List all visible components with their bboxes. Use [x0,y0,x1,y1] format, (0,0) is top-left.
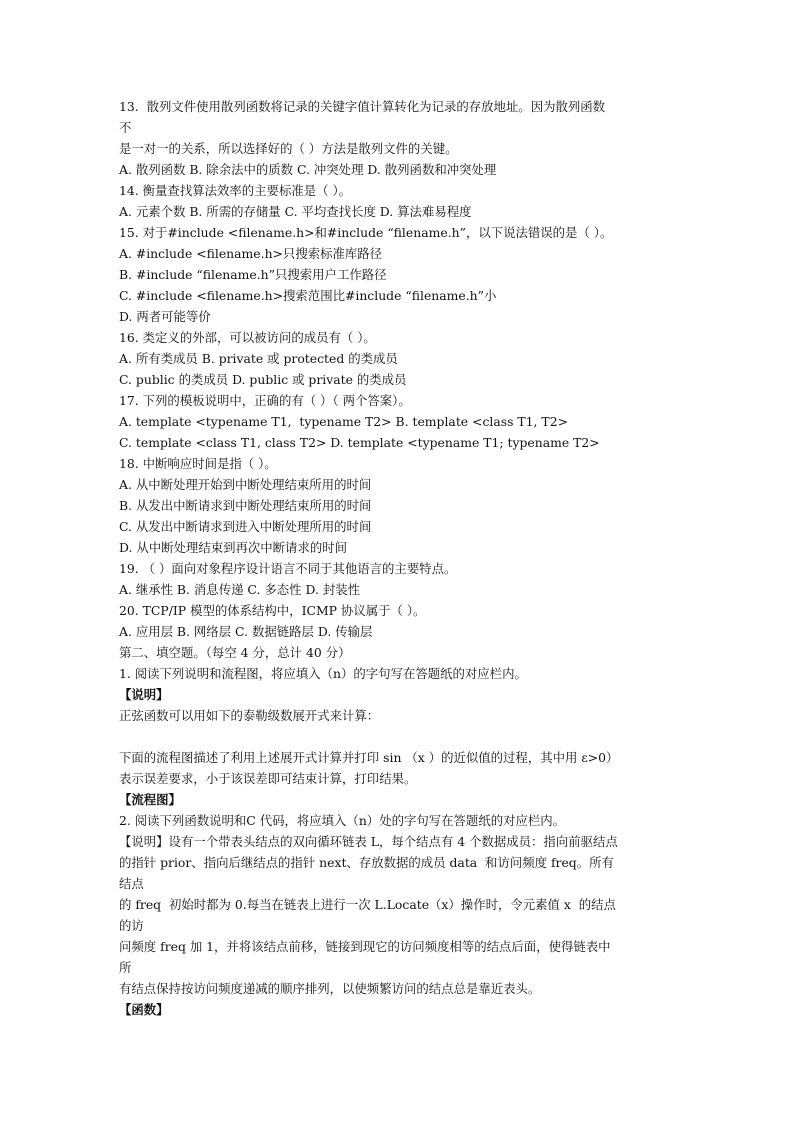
fill-in-2-explanation-line-6: 问频度 freq 加 1，并将该结点前移，链接到现它的访问频度相等的结点后面，使得链表中 [119,939,611,954]
question-14-stem: 14. 衡量查找算法效率的主要标准是（ ）。 [119,183,352,198]
question-20-stem: 20. TCP/IP 模型的体系结构中，ICMP 协议属于（ ）。 [119,603,426,618]
question-18-option-c: C. 从发出中断请求到进入中断处理所用的时间 [119,519,372,534]
question-18-option-a: A. 从中断处理开始到中断处理结束所用的时间 [119,477,372,492]
question-13-options: A. 散列函数 B. 除余法中的质数 C. 冲突处理 D. 散列函数和冲突处理 [119,162,497,177]
fill-in-1-flowchart-heading: 【流程图】 [119,792,181,807]
question-17-options-cd: C. template <class T1, class T2> D. template <typename T1; typename T2> [119,435,600,450]
fill-in-2-instruction: 2. 阅读下列函数说明和C 代码，将应填入（n）处的字句写在答题纸的对应栏内。 [119,813,566,828]
question-15-option-a: A. #include <filename.h>只搜索标准库路径 [119,246,383,261]
question-18-stem: 18. 中断响应时间是指（ ）。 [119,456,277,471]
fill-in-2-explanation-line-7: 所 [119,960,132,975]
fill-in-1-explanation-heading: 【说明】 [119,687,169,702]
question-13-stem-line-1: 13. 散列文件使用散列函数将记录的关键字值计算转化为记录的存放地址。因为散列函数 [119,99,606,114]
question-15-stem: 15. 对于#include <filename.h>和#include “filename.h”，以下说法错误的是（ ）。 [119,225,613,240]
fill-in-2-function-heading: 【函数】 [119,1002,169,1017]
fill-in-2-explanation-line-8: 有结点保持按访问频度递减的顺序排列，以使频繁访问的结点总是靠近表头。 [119,981,541,996]
question-15-option-d: D. 两者可能等价 [119,309,211,324]
fill-in-1-explanation-text: 正弦函数可以用如下的泰勒级数展开式来计算： [119,708,380,723]
fill-in-2-explanation-line-3: 结点 [119,876,144,891]
question-13-stem-line-3: 是一对一的关系，所以选择好的（ ）方法是散列文件的关键。 [119,141,458,156]
fill-in-2-explanation-line-4: 的 freq 初始时都为 0.每当在链表上进行一次 L.Locate（x）操作时，令元素值 x 的结点 [119,897,616,912]
question-14-options: A. 元素个数 B. 所需的存储量 C. 平均查找长度 D. 算法难易程度 [119,204,472,219]
question-16-options-cd: C. public 的类成员 D. public 或 private 的类成员 [119,372,407,387]
question-17-options-ab: A. template <typename T1, typename T2> B. template <class T1, T2> [119,414,568,429]
question-19-options: A. 继承性 B. 消息传递 C. 多态性 D. 封装性 [119,582,360,597]
question-15-option-b: B. #include “filename.h”只搜索用户工作路径 [119,267,387,282]
fill-in-2-explanation-line-1: 【说明】设有一个带表头结点的双向循环链表 L，每个结点有 4 个数据成员：指向前驱结点 [119,834,618,849]
question-16-options-ab: A. 所有类成员 B. private 或 protected 的类成员 [119,351,398,366]
formula-placeholder [119,726,679,747]
fill-in-2-explanation-line-5: 的访 [119,918,144,933]
question-16-stem: 16. 类定义的外部，可以被访问的成员有（ ）。 [119,330,376,345]
document-page [119,96,679,1020]
question-13-stem-line-2: 不 [119,120,132,135]
fill-in-1-instruction: 1. 阅读下列说明和流程图，将应填入（n）的字句写在答题纸的对应栏内。 [119,666,527,681]
question-18-option-b: B. 从发出中断请求到中断处理结束所用的时间 [119,498,372,513]
question-18-option-d: D. 从中断处理结束到再次中断请求的时间 [119,540,348,555]
question-17-stem: 17. 下列的模板说明中，正确的有（ ）（ 两个答案）。 [119,393,411,408]
section-fill-in-heading: 第二、填空题。（每空 4 分，总计 40 分） [119,645,351,660]
question-20-options: A. 应用层 B. 网络层 C. 数据链路层 D. 传输层 [119,624,373,639]
fill-in-2-explanation-line-2: 的指针 prior、指向后继结点的指针 next、存放数据的成员 data 和访问频度 freq。所有 [119,855,614,870]
question-15-option-c: C. #include <filename.h>搜索范围比#include “filename.h”小 [119,288,497,303]
fill-in-1-flowchart-description-line-1: 下面的流程图描述了利用上述展开式计算并打印 sin （x ）的近似值的过程，其中用 ε>0） [119,750,619,765]
fill-in-1-flowchart-description-line-2: 表示误差要求，小于该误差即可结束计算，打印结果。 [119,771,417,786]
question-19-stem: 19. （ ）面向对象程序设计语言不同于其他语言的主要特点。 [119,561,457,576]
